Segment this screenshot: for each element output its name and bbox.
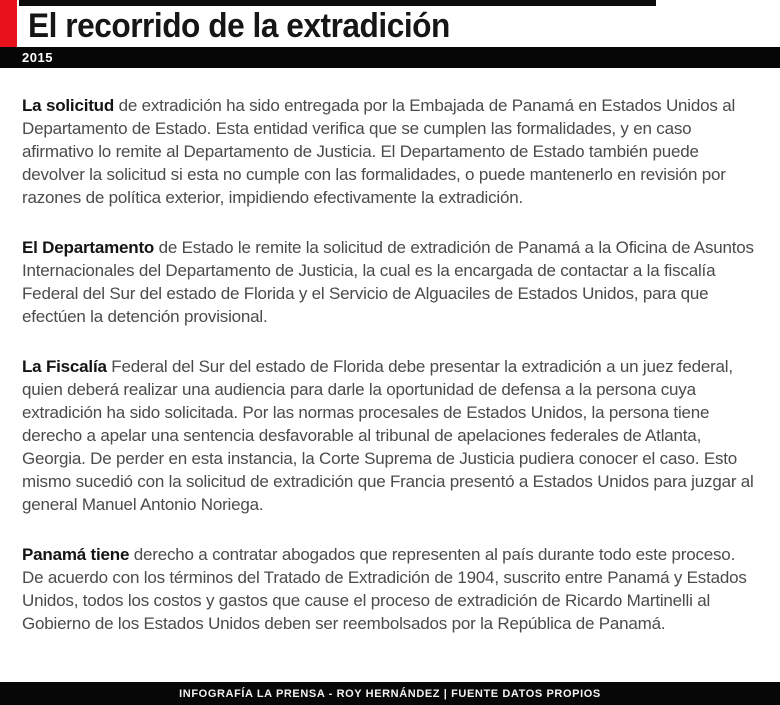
paragraph-text: de extradición ha sido entregada por la Embajada de Panamá en Estados Unidos al Departamento de Estado. Esta entidad verifica que se cumplen las formalidades, y en caso afirmativo lo remite al Departamento de Justicia. El Departamento de Estado también puede devolver la solicitud si esta no cumple con las formalidades, o puede mantenerlo en revisión por razones de política exterior, impidiendo efectivamente la extradición.	[22, 96, 736, 207]
paragraph-panama	[22, 543, 755, 635]
footer-credit-bar	[0, 682, 780, 705]
paragraph-departamento	[22, 236, 755, 328]
paragraph-text: derecho a contratar abogados que representen al país durante todo este proceso. De acuerdo con los términos del Tratado de Extradición de 1904, suscrito entre Panamá y Estados Unidos, todos los costos y gastos que cause el proceso de extradición de Ricardo Martinelli al Gobierno de los Estados Unidos deben ser reembolsados por la República de Panamá.	[22, 545, 747, 633]
article-body	[22, 94, 755, 662]
top-rule	[19, 0, 656, 6]
red-accent-bar	[0, 0, 17, 48]
page-title: El recorrido de la extradición	[28, 7, 450, 45]
paragraph-lead: Panamá tiene	[22, 545, 130, 564]
paragraph-text: de Estado le remite la solicitud de extradición de Panamá a la Oficina de Asuntos Internacionales del Departamento de Justicia, la cual es la encargada de contactar a la fiscalía Federal del Sur del estado de Florida y el Servicio de Alguaciles de Estados Unidos, para que efectúen la detención provisional.	[22, 238, 754, 326]
paragraph-lead: La Fiscalía	[22, 357, 107, 376]
year-label: 2015	[22, 50, 53, 65]
year-band	[0, 47, 780, 68]
paragraph-text: Federal del Sur del estado de Florida debe presentar la extradición a un juez federal, quien deberá realizar una audiencia para darle la oportunidad de defensa a la persona cuya extradición ha sido solicitada. Por las normas procesales de Estados Unidos, la persona tiene derecho a apelar una sentencia desfavorable al tribunal de apelaciones federales de Atlanta, Georgia. De perder en esta instancia, la Corte Suprema de Justicia pudiera conocer el caso. Esto mismo sucedió con la solicitud de extradición que Francia presentó a Estados Unidos para juzgar al general Manuel Antonio Noriega.	[22, 357, 754, 514]
footer-credit: INFOGRAFÍA LA PRENSA - ROY HERNÁNDEZ | FUENTE DATOS PROPIOS	[179, 687, 601, 700]
paragraph-solicitud	[22, 94, 755, 209]
paragraph-lead: El Departamento	[22, 238, 155, 257]
paragraph-lead: La solicitud	[22, 96, 115, 115]
paragraph-fiscalia	[22, 355, 755, 516]
